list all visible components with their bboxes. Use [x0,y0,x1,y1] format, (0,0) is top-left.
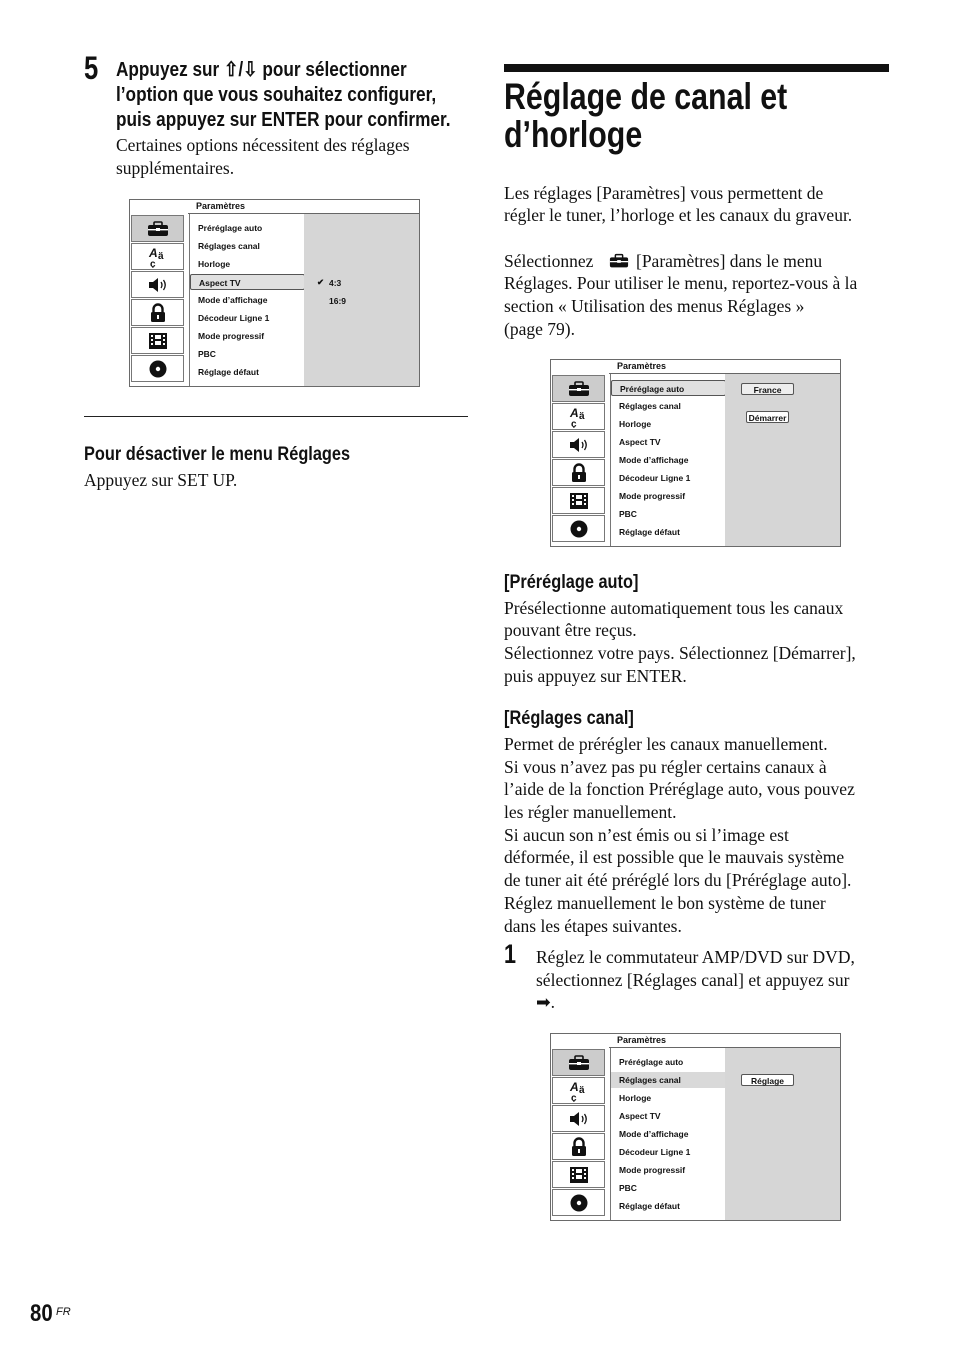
menu-item[interactable]: Aspect TV [619,1111,661,1121]
svg-text:ç: ç [570,1092,577,1102]
lock-icon [552,459,605,486]
section-text: Présélectionne automatiquement tous les canaux [504,598,844,618]
svg-text:ç: ç [149,258,156,268]
settings-menu-preset-auto [550,359,841,547]
step-text: Réglez le commutateur AMP/DVD sur DVD, [536,947,855,967]
menu-item[interactable]: Réglages canal [619,401,681,411]
step-text: sélectionnez [Réglages canal] et appuyez sur [536,970,850,990]
toolbox-icon [552,375,605,402]
section-text: dans les étapes suivantes. [504,916,682,936]
intro-text: Sélectionnez [504,251,594,271]
menu-icon-column [130,214,185,386]
step-note-line: supplémentaires. [116,158,235,178]
menu-item[interactable]: Mode progressif [619,1165,686,1175]
section-text: de tuner ait été préréglé lors du [Préréglage auto]. [504,870,852,890]
menu-item[interactable]: Horloge [619,419,652,429]
menu-item-list [610,374,726,546]
option-16-9[interactable]: 16:9 [329,296,347,306]
film-icon [552,487,605,514]
menu-item[interactable]: Horloge [198,259,231,269]
intro-text: Réglages. Pour utiliser le menu, reportez-vous à la [504,273,858,293]
settings-menu-channel-settings [550,1033,841,1221]
menu-item[interactable]: Réglage défaut [619,1201,680,1211]
step-number: 1 [504,939,517,969]
menu-header: Paramètres [609,360,840,374]
menu-item[interactable]: Mode d’affichage [619,1129,689,1139]
svg-text:ä: ä [578,1084,585,1096]
menu-item[interactable]: Réglage défaut [198,367,259,377]
sub-heading: Pour désactiver le menu Réglages [84,444,351,465]
speaker-icon [552,1105,605,1132]
title-bar [504,64,889,72]
toolbox-icon [609,253,629,274]
disc-icon [131,355,184,382]
menu-option-panel [725,1048,840,1220]
menu-item-list [189,214,305,386]
speaker-icon [552,431,605,458]
menu-item[interactable]: Préréglage auto [198,223,263,233]
step-note-line: Certaines options nécessitent des réglages [116,135,410,155]
menu-item[interactable]: Mode progressif [619,491,686,501]
settings-menu-aspect-tv [129,199,420,387]
menu-item[interactable]: Mode d’affichage [198,295,268,305]
language-icon [552,1077,605,1104]
menu-item-selected[interactable]: Aspect TV [190,274,305,290]
section-text: les régler manuellement. [504,802,677,822]
toolbox-icon [131,215,184,242]
menu-item[interactable]: Réglages canal [198,241,260,251]
svg-text:A: A [148,245,158,260]
check-icon: ✔ [317,277,325,287]
menu-item[interactable]: Aspect TV [619,437,661,447]
menu-item-list [610,1048,726,1220]
toolbox-icon [552,1049,605,1076]
option-4-3[interactable]: 4:3 [329,278,342,288]
menu-option-panel [725,374,840,546]
section-text: déformée, il est possible que le mauvais système [504,847,845,867]
section-text: Si aucun son n’est émis ou si l’image est [504,825,789,845]
step-text: ➡. [536,992,556,1012]
menu-item-selected[interactable]: Préréglage auto [611,380,726,396]
page-title: d’horloge [504,114,643,155]
page-number: 80 [30,1300,53,1327]
intro-text: section « Utilisation des menus Réglages » [504,296,805,316]
step-number: 5 [84,50,99,86]
intro-text: [Paramètres] dans le menu [636,251,823,271]
menu-item-selected[interactable]: Réglages canal [611,1072,726,1088]
menu-item[interactable]: Préréglage auto [619,1057,684,1067]
menu-header: Paramètres [188,200,419,214]
disc-icon [552,515,605,542]
menu-item[interactable]: Horloge [619,1093,652,1103]
svg-text:A: A [569,1079,579,1094]
section-text: l’aide de la fonction Préréglage auto, vous pouvez [504,779,855,799]
section-divider [84,416,468,417]
svg-text:ç: ç [570,418,577,428]
svg-text:ä: ä [157,250,164,262]
section-heading-preset-auto: [Préréglage auto] [504,572,639,593]
section-text: puis appuyez sur ENTER. [504,666,687,686]
menu-header: Paramètres [609,1034,840,1048]
svg-text:A: A [569,405,579,420]
section-text: Permet de prérégler les canaux manuellement. [504,734,828,754]
tuning-button[interactable]: Réglage [741,1074,794,1086]
step-instruction-line: puis appuyez sur ENTER pour confirmer. [116,109,451,131]
intro-text: Les réglages [Paramètres] vous permettent de [504,183,824,203]
menu-item[interactable]: Décodeur Ligne 1 [619,473,691,483]
menu-item[interactable]: Mode progressif [198,331,265,341]
section-text: Sélectionnez votre pays. Sélectionnez [Démarrer], [504,643,856,663]
menu-item[interactable]: Mode d’affichage [619,455,689,465]
country-select-button[interactable]: France [741,383,794,395]
lock-icon [131,299,184,326]
intro-text: (page 79). [504,319,575,339]
menu-option-panel [304,214,419,386]
menu-item[interactable]: PBC [198,349,216,359]
disc-icon [552,1189,605,1216]
section-text: Si vous n’avez pas pu régler certains canaux à [504,757,827,777]
sub-text: Appuyez sur SET UP. [84,470,238,490]
menu-item[interactable]: Décodeur Ligne 1 [198,313,270,323]
language-icon [131,243,184,270]
section-heading-channel-settings: [Réglages canal] [504,708,634,729]
page-title: Réglage de canal et [504,76,788,117]
menu-item[interactable]: PBC [619,509,637,519]
menu-item[interactable]: Décodeur Ligne 1 [619,1147,691,1157]
language-icon [552,403,605,430]
page-language-code: FR [56,1306,71,1318]
lock-icon [552,1133,605,1160]
section-text: Réglez manuellement le bon système de tuner [504,893,826,913]
menu-icon-column [551,1048,606,1220]
menu-icon-column [551,374,606,546]
step-instruction-line: l’option que vous souhaitez configurer, [116,84,437,106]
svg-text:ä: ä [578,410,585,422]
start-button[interactable]: Démarrer [746,411,789,423]
film-icon [552,1161,605,1188]
speaker-icon [131,271,184,298]
intro-text: régler le tuner, l’horloge et les canaux du graveur. [504,205,853,225]
section-text: pouvant être reçus. [504,620,637,640]
menu-item[interactable]: PBC [619,1183,637,1193]
menu-item[interactable]: Réglage défaut [619,527,680,537]
film-icon [131,327,184,354]
step-instruction-line: Appuyez sur ⇧/⇩ pour sélectionner [116,59,407,81]
